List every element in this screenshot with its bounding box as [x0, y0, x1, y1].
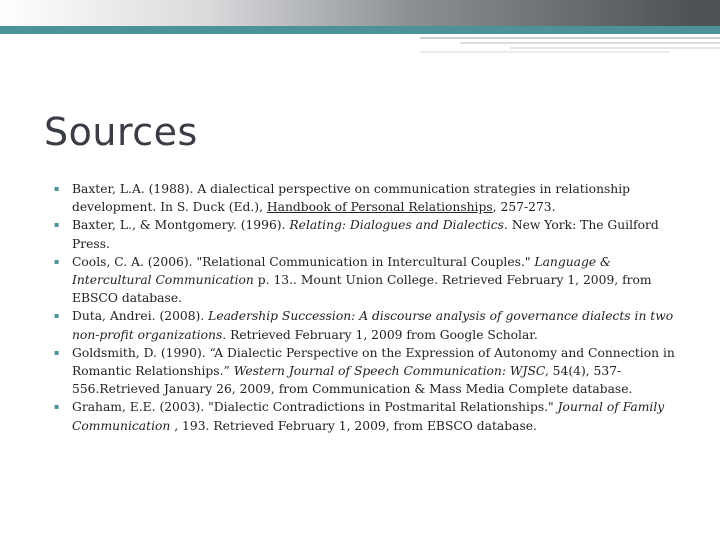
header-gradient [0, 0, 690, 26]
bullet-icon: ▪ [54, 184, 60, 193]
reference-text: Goldsmith, D. (1990). “A Dialectic Perspective on the Expression of Autonomy and Connection in Romantic Relationships.” [72, 345, 675, 379]
bullet-icon: ▪ [54, 347, 60, 357]
reference-text: , 257-273. [492, 200, 556, 215]
reference-text: p. 13.. Mount Union College. Retrieved February 1, 2009, from EBSCO database. [72, 273, 652, 306]
reference-title-underlined: Handbook of Personal Relationships [266, 200, 493, 215]
reference-item [54, 307, 684, 343]
bullet-icon: ▪ [54, 402, 60, 412]
accent-bar [0, 26, 720, 34]
reference-item [54, 398, 684, 434]
reference-title-italic: Leadership Succession: A discourse analysis of governance dialects in two non-profit organizations [72, 309, 674, 342]
reference-text: . New York: The Guilford Press. [72, 218, 659, 251]
reference-item [54, 253, 684, 308]
reference-title-italic: Language & Intercultural Communication [72, 254, 611, 288]
slide-title: Sources [44, 110, 198, 154]
reference-item [54, 180, 684, 216]
reference-text: Graham, E.E. (2003). "Dialectic Contradictions in Postmarital Relationships." [72, 400, 558, 415]
reference-text: , 193. Retrieved February 1, 2009, from EBSCO database. [170, 418, 537, 433]
reference-title-italic: Journal of Family Communication [72, 400, 665, 433]
reference-text: Duta, Andrei. (2008). [72, 309, 209, 324]
reference-item [54, 344, 684, 399]
reference-text: Baxter, L.A. (1988). A dialectical perspective on communication strategies in relationship development. In S. Duck (Ed.), [72, 182, 631, 215]
reference-text: Baxter, L., & Montgomery. (1996). [72, 218, 290, 233]
bullet-icon: ▪ [54, 311, 60, 321]
decorative-lines [420, 34, 720, 56]
bullet-icon: ▪ [54, 256, 60, 266]
reference-text: . Retrieved February 1, 2009 from Google Scholar. [222, 327, 538, 342]
bullet-icon: ▪ [54, 220, 60, 230]
reference-text: Cools, C. A. (2006). "Relational Communication in Intercultural Couples." [72, 254, 535, 269]
reference-item [54, 216, 684, 252]
reference-list [54, 180, 684, 435]
reference-title-italic: Western Journal of Speech Communication: WJSC, [233, 364, 549, 379]
reference-title-italic: Relating: Dialogues and Dialectics [289, 218, 504, 233]
reference-text: 54(4), 537-556.Retrieved January 26, 2009, from Communication & Mass Media Complete database. [72, 364, 633, 397]
